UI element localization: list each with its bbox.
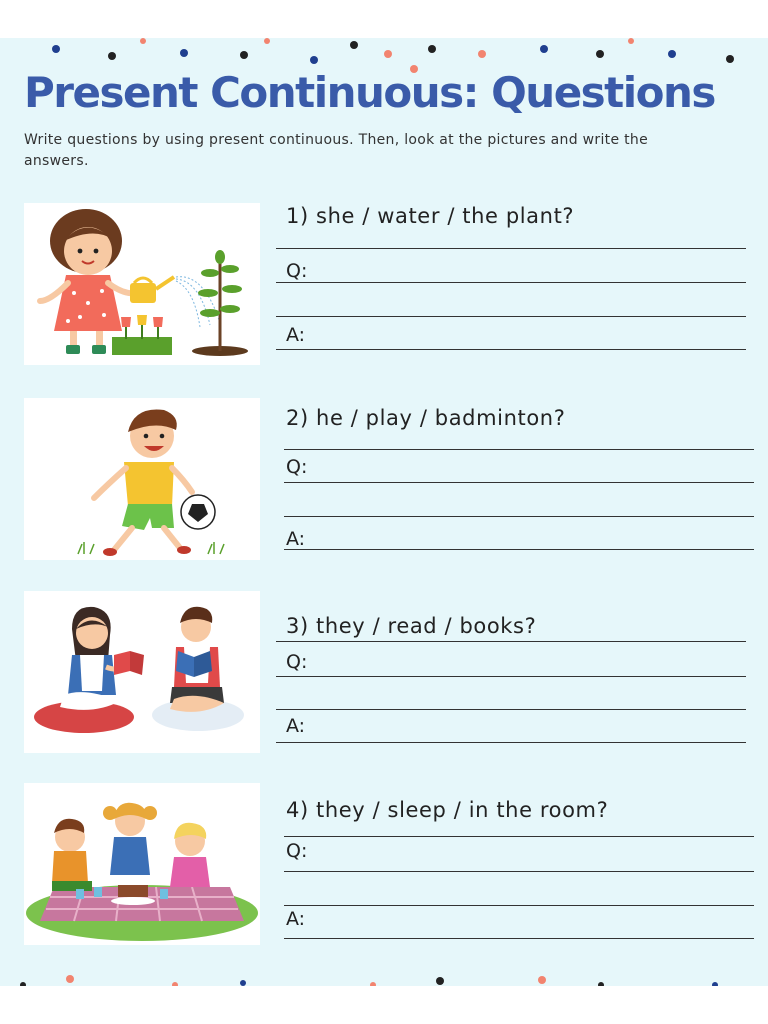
exercise-1-prompt: 1) she / water / the plant? bbox=[286, 204, 575, 228]
exercise-3-question-line[interactable] bbox=[276, 676, 746, 677]
exercise-2-answer-label: A: bbox=[286, 528, 306, 550]
exercise-4-prompt: 4) they / sleep / in the room? bbox=[286, 798, 609, 822]
exercise-2-prompt: 2) he / play / badminton? bbox=[286, 406, 566, 430]
exercise-3-prompt: 3) they / read / books? bbox=[286, 614, 537, 638]
exercise-1-question-line[interactable] bbox=[276, 282, 746, 283]
worksheet-title: Present Continuous: Questions bbox=[24, 68, 715, 117]
children-reading-books-illustration bbox=[24, 591, 260, 753]
exercise-4-prompt-line bbox=[284, 836, 754, 837]
instructions-text: Write questions by using present continuous. Then, look at the pictures and write the answers. bbox=[24, 132, 648, 169]
girl-watering-plant-illustration bbox=[24, 203, 260, 365]
exercise-4-answer-line[interactable] bbox=[284, 938, 754, 939]
children-picnic-illustration bbox=[24, 783, 260, 945]
exercise-3-answer-line[interactable] bbox=[276, 742, 746, 743]
exercise-4-question-label: Q: bbox=[286, 840, 308, 862]
exercise-1-answer-line[interactable] bbox=[276, 349, 746, 350]
worksheet bbox=[0, 38, 768, 986]
exercise-4-question-line[interactable] bbox=[284, 871, 754, 872]
exercise-3-answer-label: A: bbox=[286, 715, 306, 737]
exercise-2-question-label: Q: bbox=[286, 456, 308, 478]
exercise-3-blank-line[interactable] bbox=[276, 709, 746, 710]
exercise-1-answer-label: A: bbox=[286, 324, 306, 346]
exercise-1-question-label: Q: bbox=[286, 260, 308, 282]
exercise-2-prompt-line bbox=[284, 449, 754, 450]
exercise-4-blank-line[interactable] bbox=[284, 905, 754, 906]
exercise-1-prompt-line bbox=[276, 248, 746, 249]
exercise-1-blank-line[interactable] bbox=[276, 316, 746, 317]
exercise-4-answer-label: A: bbox=[286, 908, 306, 930]
exercise-2-answer-line[interactable] bbox=[284, 549, 754, 550]
exercise-3-prompt-line bbox=[276, 641, 746, 642]
exercise-2-blank-line[interactable] bbox=[284, 516, 754, 517]
boy-playing-ball-illustration bbox=[24, 398, 260, 560]
exercise-3-question-label: Q: bbox=[286, 651, 308, 673]
exercise-2-question-line[interactable] bbox=[284, 482, 754, 483]
